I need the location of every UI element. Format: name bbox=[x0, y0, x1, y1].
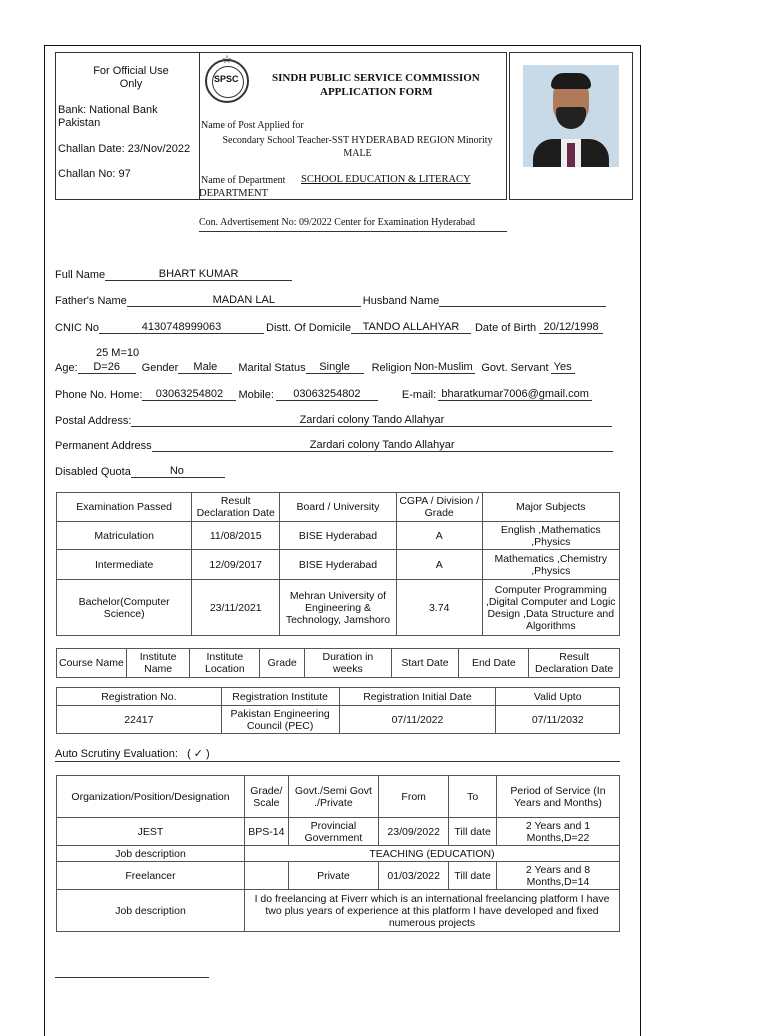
edu-exam: Intermediate bbox=[57, 550, 192, 580]
email-value: bharatkumar7006@gmail.com bbox=[438, 388, 592, 401]
commission-name: SINDH PUBLIC SERVICE COMMISSION bbox=[272, 72, 480, 84]
edu-cgpa: A bbox=[396, 550, 482, 580]
applicant-photo bbox=[523, 65, 619, 167]
permanent-label: Permanent Address bbox=[55, 440, 152, 452]
edu-result: 12/09/2017 bbox=[192, 550, 280, 580]
reg-initial: 07/11/2022 bbox=[339, 706, 496, 734]
govt-value: Yes bbox=[551, 361, 575, 374]
cnic-row bbox=[55, 321, 603, 334]
govt-label: Govt. Servant bbox=[481, 362, 549, 374]
advertisement: Con. Advertisement No: 09/2022 Center for Examination Hyderabad bbox=[199, 216, 507, 232]
disabled-value: No bbox=[131, 465, 225, 478]
registration-table bbox=[56, 687, 620, 734]
table-row bbox=[57, 890, 620, 932]
emp-sector: Private bbox=[288, 862, 378, 890]
emp-to: Till date bbox=[449, 862, 497, 890]
employment-table bbox=[56, 775, 620, 932]
phone-row bbox=[55, 388, 592, 401]
reg-institute: Pakistan Engineering Council (PEC) bbox=[221, 706, 339, 734]
challan-date: Challan Date: 23/Nov/2022 bbox=[58, 143, 191, 155]
edu-header-result: Result Declaration Date bbox=[192, 493, 280, 522]
title-box bbox=[199, 52, 507, 200]
gender-label: Gender bbox=[141, 362, 179, 374]
postal-value: Zardari colony Tando Allahyar bbox=[131, 414, 612, 427]
table-row bbox=[57, 550, 620, 580]
edu-board: Mehran University of Engineering & Technology, Jamshoro bbox=[280, 580, 397, 636]
marital-value: Single bbox=[306, 361, 364, 374]
emp-from: 23/09/2022 bbox=[379, 818, 449, 846]
phone-value: 03063254802 bbox=[142, 388, 236, 401]
emp-org: Freelancer bbox=[57, 862, 245, 890]
husband-value bbox=[439, 306, 606, 307]
table-row bbox=[57, 522, 620, 550]
bank-name: Bank: National Bank Pakistan bbox=[58, 104, 158, 129]
edu-subjects: English ,Mathematics ,Physics bbox=[482, 522, 619, 550]
emp-period: 2 Years and 1 Months,D=22 bbox=[496, 818, 619, 846]
gender-value: Male bbox=[178, 361, 232, 374]
age-row bbox=[55, 361, 575, 374]
employment-header-row bbox=[57, 776, 620, 818]
table-row bbox=[57, 818, 620, 846]
emp-from: 01/03/2022 bbox=[379, 862, 449, 890]
course-header-name: Course Name bbox=[57, 649, 127, 678]
table-row bbox=[57, 580, 620, 636]
emp-header-to: To bbox=[449, 776, 497, 818]
dept-value: SCHOOL EDUCATION & LITERACY bbox=[301, 174, 471, 185]
emp-sector: Provincial Government bbox=[288, 818, 378, 846]
permanent-value: Zardari colony Tando Allahyar bbox=[152, 439, 613, 452]
edu-cgpa: A bbox=[396, 522, 482, 550]
form-title: APPLICATION FORM bbox=[320, 86, 433, 98]
education-table bbox=[56, 492, 620, 636]
age-value: D=26 bbox=[78, 361, 136, 374]
education-header-row bbox=[57, 493, 620, 522]
emp-period: 2 Years and 8 Months,D=14 bbox=[496, 862, 619, 890]
edu-exam: Bachelor(Computer Science) bbox=[57, 580, 192, 636]
official-use-box bbox=[55, 52, 200, 200]
edu-cgpa: 3.74 bbox=[396, 580, 482, 636]
emp-header-grade: Grade/ Scale bbox=[245, 776, 289, 818]
reg-header-valid: Valid Upto bbox=[496, 688, 620, 706]
religion-value: Non-Muslim bbox=[411, 361, 475, 374]
reg-header-no: Registration No. bbox=[57, 688, 222, 706]
father-row bbox=[55, 294, 606, 307]
emp-header-org: Organization/Position/Designation bbox=[57, 776, 245, 818]
domicile-label: Distt. Of Domicile bbox=[266, 322, 351, 334]
emp-org: JEST bbox=[57, 818, 245, 846]
post-label: Name of Post Applied for bbox=[201, 120, 304, 131]
signature-line bbox=[55, 977, 209, 978]
reg-header-institute: Registration Institute bbox=[221, 688, 339, 706]
email-label: E-mail: bbox=[401, 389, 437, 401]
postal-row bbox=[55, 414, 612, 427]
reg-valid: 07/11/2032 bbox=[496, 706, 620, 734]
cnic-label: CNIC No bbox=[55, 322, 100, 334]
dob-value: 20/12/1998 bbox=[539, 321, 603, 334]
marital-label: Marital Status bbox=[238, 362, 306, 374]
emp-header-period: Period of Service (In Years and Months) bbox=[496, 776, 619, 818]
post-value: Secondary School Teacher-SST HYDERABAD REGION Minority MALE bbox=[222, 135, 493, 159]
course-header-location: Institute Location bbox=[190, 649, 260, 678]
registration-header-row bbox=[57, 688, 620, 706]
edu-result: 11/08/2015 bbox=[192, 522, 280, 550]
course-header-row bbox=[57, 649, 620, 678]
course-header-result: Result Declaration Date bbox=[529, 649, 620, 678]
edu-header-exam: Examination Passed bbox=[57, 493, 192, 522]
dept-value-line2: DEPARTMENT bbox=[199, 188, 268, 199]
mobile-value: 03063254802 bbox=[276, 388, 378, 401]
course-header-institute: Institute Name bbox=[126, 649, 190, 678]
disabled-label: Disabled Quota bbox=[55, 466, 131, 478]
table-row bbox=[57, 862, 620, 890]
full-name-label: Full Name bbox=[55, 269, 106, 281]
edu-subjects: Computer Programming ,Digital Computer and Logic Design ,Data Structure and Algorithms bbox=[482, 580, 619, 636]
edu-exam: Matriculation bbox=[57, 522, 192, 550]
husband-label: Husband Name bbox=[362, 295, 440, 307]
job-description: TEACHING (EDUCATION) bbox=[245, 846, 620, 862]
course-header-end: End Date bbox=[459, 649, 529, 678]
reg-no: 22417 bbox=[57, 706, 222, 734]
mobile-label: Mobile: bbox=[238, 389, 274, 401]
job-description-label: Job description bbox=[57, 890, 245, 932]
full-name-value: BHART KUMAR bbox=[105, 268, 292, 281]
edu-header-subjects: Major Subjects bbox=[482, 493, 619, 522]
course-header-duration: Duration in weeks bbox=[305, 649, 392, 678]
domicile-value: TANDO ALLAHYAR bbox=[351, 321, 471, 334]
edu-subjects: Mathematics ,Chemistry ,Physics bbox=[482, 550, 619, 580]
logo-star-icon: ☆ bbox=[222, 54, 232, 66]
permanent-row bbox=[55, 439, 613, 452]
dept-label: Name of Department bbox=[201, 175, 286, 186]
job-description-label: Job description bbox=[57, 846, 245, 862]
father-label: Father's Name bbox=[55, 295, 127, 307]
edu-header-cgpa: CGPA / Division / Grade bbox=[396, 493, 482, 522]
emp-grade bbox=[245, 862, 289, 890]
postal-label: Postal Address: bbox=[55, 415, 132, 427]
table-row bbox=[57, 846, 620, 862]
auto-scrutiny: Auto Scrutiny Evaluation: ( ✓ ) bbox=[55, 747, 620, 762]
course-header-grade: Grade bbox=[260, 649, 305, 678]
edu-board: BISE Hyderabad bbox=[280, 550, 397, 580]
emp-grade: BPS-14 bbox=[245, 818, 289, 846]
edu-header-board: Board / University bbox=[280, 493, 397, 522]
logo-text: SPSC bbox=[214, 74, 239, 84]
spsc-logo bbox=[205, 54, 249, 103]
religion-label: Religion bbox=[371, 362, 412, 374]
edu-board: BISE Hyderabad bbox=[280, 522, 397, 550]
course-header-start: Start Date bbox=[391, 649, 459, 678]
emp-header-sector: Govt./Semi Govt ./Private bbox=[288, 776, 378, 818]
official-use-title: For Official Use Only bbox=[93, 65, 169, 90]
course-table bbox=[56, 648, 620, 678]
cnic-value: 4130748999063 bbox=[99, 321, 264, 334]
reg-header-initial: Registration Initial Date bbox=[339, 688, 496, 706]
dob-label: Date of Birth bbox=[474, 322, 537, 334]
phone-label: Phone No. Home: bbox=[55, 389, 143, 401]
edu-result: 23/11/2021 bbox=[192, 580, 280, 636]
age-label: Age: bbox=[55, 362, 78, 374]
emp-header-from: From bbox=[379, 776, 449, 818]
job-description: I do freelancing at Fiverr which is an international freelancing platform I have two plus years of experience at this platform I have developed and fixed numerous projects bbox=[245, 890, 620, 932]
full-name-row bbox=[55, 268, 292, 281]
photo-box bbox=[509, 52, 633, 200]
father-value: MADAN LAL bbox=[127, 294, 361, 307]
challan-no: Challan No: 97 bbox=[58, 168, 131, 180]
emp-to: Till date bbox=[449, 818, 497, 846]
disabled-row bbox=[55, 465, 225, 478]
table-row bbox=[57, 706, 620, 734]
age-line1: 25 M=10 bbox=[96, 347, 140, 359]
